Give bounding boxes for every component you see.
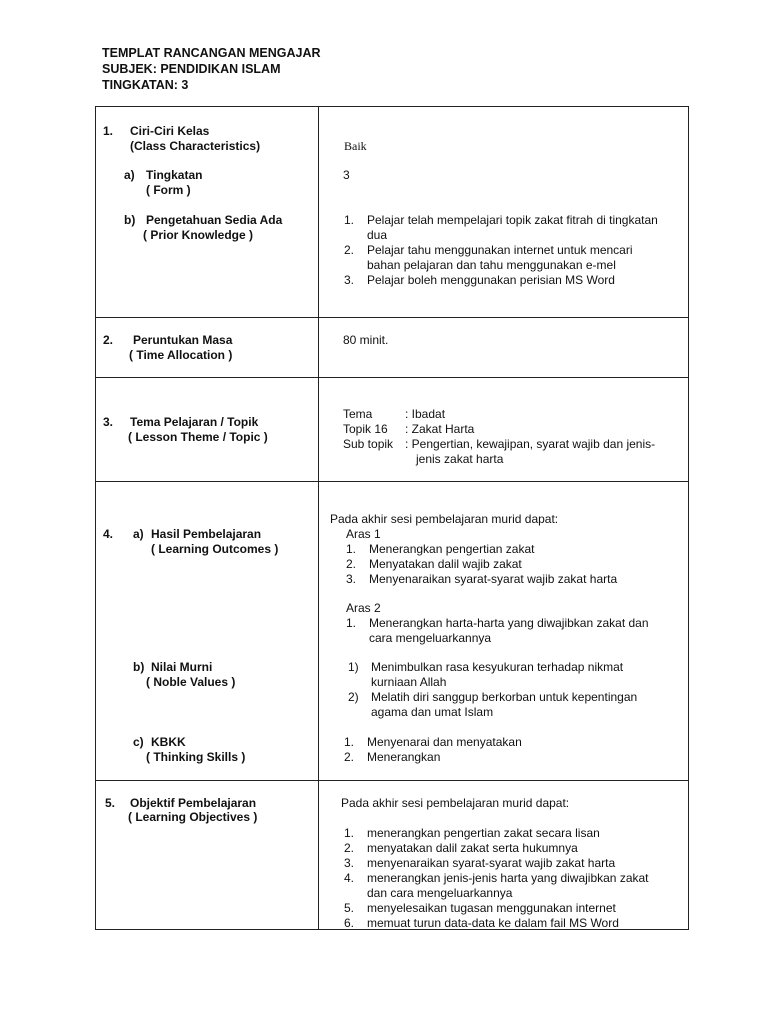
topic-label: Topik 16 <box>343 422 388 436</box>
topic-value: : Zakat Harta <box>405 422 475 436</box>
level-1-heading: Aras 1 <box>346 527 381 541</box>
subsection-title-en: ( Noble Values ) <box>146 675 236 689</box>
list-item: 1. Menerangkan harta-harta yang diwajibkan zakat dan cara mengeluarkannya <box>346 616 649 645</box>
section-number: 2. <box>103 333 114 347</box>
level-2-list <box>346 616 649 646</box>
theme-label: Tema <box>343 407 373 421</box>
section-title-en: ( Lesson Theme / Topic ) <box>128 430 268 444</box>
column-divider <box>318 106 319 930</box>
subsection-title: Nilai Murni <box>151 660 213 674</box>
list-item: 2. Menyatakan dalil wajib zakat <box>346 557 522 571</box>
form-line: TINGKATAN: 3 <box>102 78 189 92</box>
subsection-title-en: ( Thinking Skills ) <box>146 750 246 764</box>
row-divider <box>95 481 689 482</box>
row-divider <box>95 780 689 781</box>
objectives-intro: Pada akhir sesi pembelajaran murid dapat: <box>341 796 570 810</box>
class-characteristic-value: Baik <box>344 139 367 153</box>
subsection-title-en: ( Learning Outcomes ) <box>151 542 279 556</box>
subsection-label: b) <box>133 660 145 674</box>
section-title: Ciri-Ciri Kelas <box>130 124 210 138</box>
prior-knowledge-list <box>344 213 658 288</box>
list-item: 2. Pelajar tahu menggunakan internet untuk mencari bahan pelajaran dan tahu menggunakan e-mel <box>344 243 633 272</box>
section-number: 5. <box>105 796 116 810</box>
subsection-title: Pengetahuan Sedia Ada <box>146 213 283 227</box>
list-item: 5. menyelesaikan tugasan menggunakan internet <box>344 901 616 915</box>
section-title-en: ( Learning Objectives ) <box>128 810 258 824</box>
list-item: 3. menyenaraikan syarat-syarat wajib zakat harta <box>344 856 616 870</box>
subsection-label: c) <box>133 735 144 749</box>
subsection-label: b) <box>124 213 136 227</box>
subject-line: SUBJEK: PENDIDIKAN ISLAM <box>102 62 281 76</box>
list-item: 6. memuat turun data-data ke dalam fail MS Word <box>344 916 619 930</box>
section-title: Tema Pelajaran / Topik <box>130 415 259 429</box>
thinking-skills-list <box>344 735 522 765</box>
theme-value: : Ibadat <box>405 407 446 421</box>
list-item: 1) Menimbulkan rasa kesyukuran terhadap nikmat kurniaan Allah <box>348 660 624 689</box>
section-number: 3. <box>103 415 114 429</box>
document-header <box>102 45 321 93</box>
list-item: 1. Menerangkan pengertian zakat <box>346 542 535 556</box>
outcomes-intro: Pada akhir sesi pembelajaran murid dapat: <box>330 512 559 526</box>
template-title: TEMPLAT RANCANGAN MENGAJAR <box>102 46 321 60</box>
subsection-label: a) <box>124 168 135 182</box>
list-item: 1. Menyenarai dan menyatakan <box>344 735 522 749</box>
row-divider <box>95 377 689 378</box>
subtopic-label: Sub topik <box>343 437 394 451</box>
section-title: Objektif Pembelajaran <box>130 796 257 810</box>
list-item: 2. Menerangkan <box>344 750 441 764</box>
subsection-title-en: ( Prior Knowledge ) <box>143 228 254 242</box>
form-value: 3 <box>343 168 350 182</box>
noble-values-list <box>348 660 637 720</box>
section-number: 4. <box>103 527 114 541</box>
subsection-title: Hasil Pembelajaran <box>151 527 262 541</box>
list-item: 2) Melatih diri sanggup berkorban untuk kepentingan agama dan umat Islam <box>348 690 638 719</box>
time-allocation-value: 80 minit. <box>343 333 389 347</box>
objectives-list <box>344 826 649 931</box>
subtopic-value-cont: jenis zakat harta <box>416 452 504 466</box>
subtopic-value: : Pengertian, kewajipan, syarat wajib dan jenis- <box>405 437 656 451</box>
list-item: 2. menyatakan dalil zakat serta hukumnya <box>344 841 578 855</box>
level-1-list <box>346 542 617 587</box>
subsection-title: Tingkatan <box>146 168 203 182</box>
section-number: 1. <box>103 124 114 138</box>
list-item: 1. Pelajar telah mempelajari topik zakat fitrah di tingkatan dua <box>344 213 658 242</box>
section-title-en: ( Time Allocation ) <box>129 348 233 362</box>
subsection-title-en: ( Form ) <box>146 183 191 197</box>
subsection-title: KBKK <box>151 735 186 749</box>
section-title: Peruntukan Masa <box>133 333 233 347</box>
list-item: 3. Pelajar boleh menggunakan perisian MS Word <box>344 273 615 287</box>
row-divider <box>95 317 689 318</box>
section-title-en: (Class Characteristics) <box>130 139 261 153</box>
list-item: 1. menerangkan pengertian zakat secara lisan <box>344 826 600 840</box>
list-item: 4. menerangkan jenis-jenis harta yang diwajibkan zakat dan cara mengeluarkannya <box>344 871 649 900</box>
subsection-label: a) <box>133 527 144 541</box>
list-item: 3. Menyenaraikan syarat-syarat wajib zakat harta <box>346 572 618 586</box>
level-2-heading: Aras 2 <box>346 601 381 615</box>
